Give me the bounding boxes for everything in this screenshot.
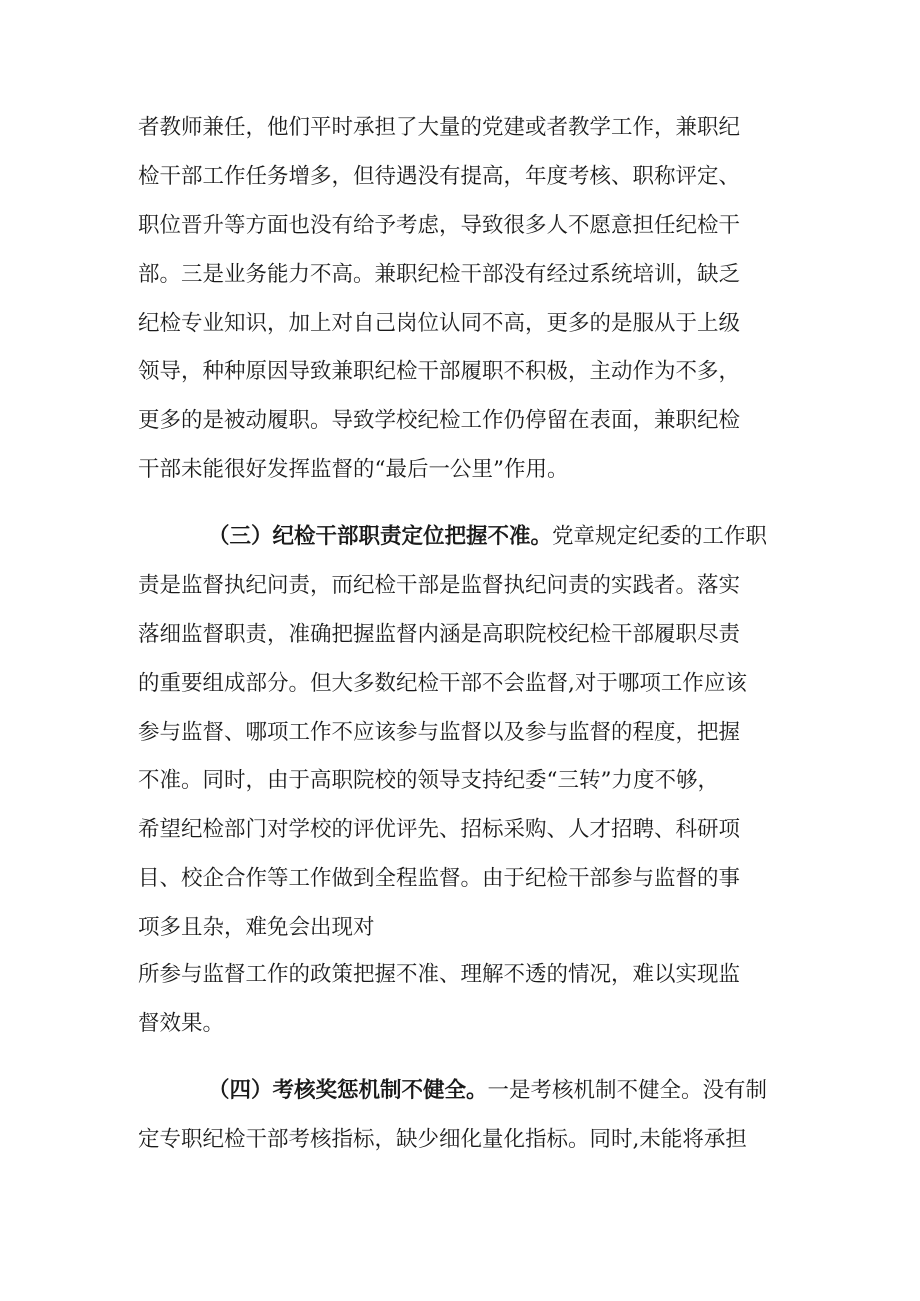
paragraph-3-first-line	[208, 1076, 798, 1106]
section-heading-4: （四）考核奖惩机制不健全。	[208, 1078, 488, 1103]
paragraph-1-line-6: 领导，种种原因导致兼职纪检干部履职不积极，主动作为不多，	[138, 359, 741, 384]
paragraph-3-line-2: 定专职纪检干部考核指标，缺少细化量化指标。同时,未能将承担	[138, 1127, 747, 1152]
paragraph-2-first-line	[208, 522, 798, 552]
paragraph-2-line-6: 不准。同时，由于高职院校的领导支持纪委“三转”力度不够，	[138, 768, 719, 793]
paragraph-1-line-1: 者教师兼任，他们平时承担了大量的党建或者教学工作，兼职纪	[138, 115, 741, 140]
paragraph-2-line-8: 目、校企合作等工作做到全程监督。由于纪检干部参与监督的事	[138, 866, 741, 891]
paragraph-2-line-11: 督效果。	[138, 1011, 225, 1036]
paragraph-2-line-2: 责是监督执纪问责，而纪检干部是监督执纪问责的实践者。落实	[138, 573, 741, 598]
paragraph-2-line-3: 落细监督职责，准确把握监督内涵是高职院校纪检干部履职尽责	[138, 622, 741, 647]
paragraph-1-line-2: 检干部工作任务增多，但待遇没有提高，年度考核、职称评定、	[138, 164, 741, 189]
paragraph-3-first-line-text: 一是考核机制不健全。没有制	[487, 1078, 768, 1103]
paragraph-2-line-4: 的重要组成部分。但大多数纪检干部不会监督,对于哪项工作应该	[138, 671, 747, 696]
paragraph-1-line-7: 更多的是被动履职。导致学校纪检工作仍停留在表面，兼职纪检	[138, 408, 741, 433]
paragraph-1-line-4: 部。三是业务能力不高。兼职纪检干部没有经过系统培训，缺乏	[138, 262, 741, 287]
paragraph-2-line-5: 参与监督、哪项工作不应该参与监督以及参与监督的程度，把握	[138, 720, 741, 745]
paragraph-1-line-8: 干部未能很好发挥监督的“最后一公里”作用。	[138, 457, 569, 482]
paragraph-1-line-3: 职位晋升等方面也没有给予考虑，导致很多人不愿意担任纪检干	[138, 213, 741, 238]
paragraph-1-line-5: 纪检专业知识，加上对自己岗位认同不高，更多的是服从于上级	[138, 311, 741, 336]
paragraph-2-line-10: 所参与监督工作的政策把握不准、理解不透的情况，难以实现监	[138, 962, 741, 987]
section-heading-3: （三）纪检干部职责定位把握不准。	[208, 524, 553, 549]
paragraph-2-line-7: 希望纪检部门对学校的评优评先、招标采购、人才招聘、科研项	[138, 817, 741, 842]
paragraph-2-line-9: 项多且杂，难免会出现对	[138, 915, 375, 940]
paragraph-2-first-line-text: 党章规定纪委的工作职	[552, 524, 768, 549]
